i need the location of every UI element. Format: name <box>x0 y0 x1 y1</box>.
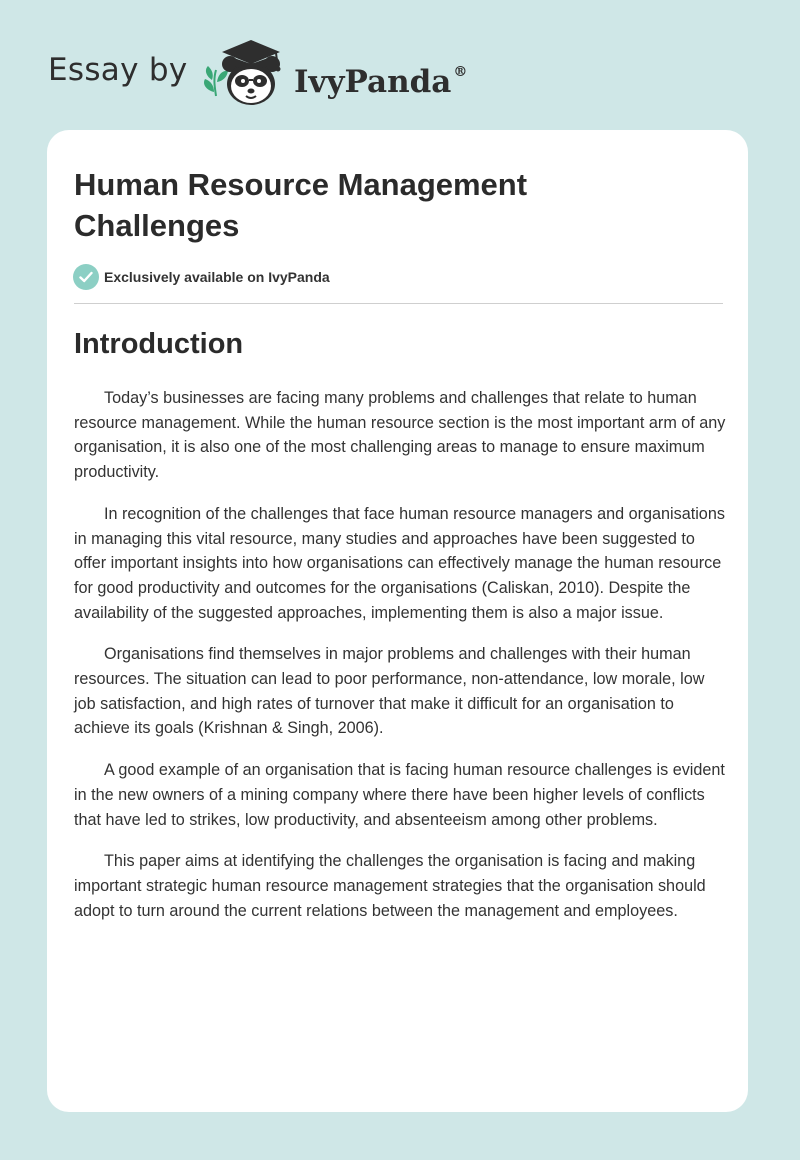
essay-card <box>47 130 748 1112</box>
paragraph: Organisations find themselves in major problems and challenges with their human resources. The situation can lead to poor performance, non-attendance, low morale, low job satisfaction, and high rates of turnover that make it difficult for an organisation to achieve its goals (Krishnan & Singh, 2006). <box>74 645 705 738</box>
check-icon <box>73 264 99 290</box>
essay-by-label: Essay by <box>48 52 188 88</box>
page-title: Human Resource Management Challenges <box>74 167 528 243</box>
section-heading-introduction: Introduction <box>74 328 244 360</box>
brand-label: IvyPanda <box>294 64 452 100</box>
paragraph: Today’s businesses are facing many problems and challenges that relate to human resource management. While the human resource section is the most important arm of any organisation, it is also one of the most challenging areas to manage to ensure maximum productivity. <box>74 389 726 482</box>
paragraph: A good example of an organisation that is facing human resource challenges is evident in the new owners of a mining company where there have been higher levels of conflicts that have led to strikes, low productivity, and absenteeism among other problems. <box>74 761 725 829</box>
essay-body <box>74 386 726 940</box>
site-header <box>0 0 800 120</box>
panda-graduation-cap-icon[interactable] <box>200 34 292 108</box>
exclusive-badge-label: Exclusively available on IvyPanda <box>104 269 330 285</box>
paragraph: In recognition of the challenges that face human resource managers and organisations in managing this vital resource, many studies and approaches have been suggested to offer important insights into how organisations can effectively manage the human resource for good productivity and outcomes for the organisations (Caliskan, 2010). Despite the availability of the suggested approaches, implementing them is also a major issue. <box>74 504 725 622</box>
trademark-symbol: ® <box>453 64 468 80</box>
brand-name[interactable] <box>294 52 467 102</box>
paragraph: This paper aims at identifying the challenges the organisation is facing and making important strategic human resource management strategies that the organisation should adopt to turn around the current relations between the management and employees. <box>74 852 706 920</box>
title-divider <box>74 303 723 304</box>
exclusive-badge <box>73 263 330 291</box>
